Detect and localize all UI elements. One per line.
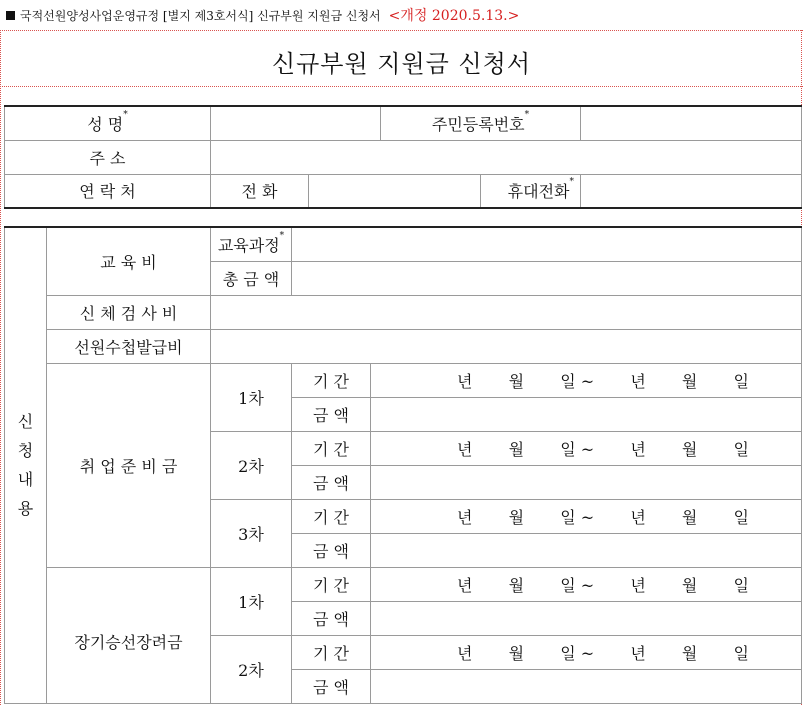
course-label: 교육과정*	[211, 227, 292, 261]
document-header	[6, 4, 519, 26]
amount-label: 금 액	[292, 669, 371, 703]
round-label: 3차	[211, 499, 292, 567]
amount-label: 금 액	[292, 397, 371, 431]
mobile-field[interactable]	[581, 174, 802, 208]
round-label: 1차	[211, 363, 292, 431]
job-prep-label: 취 업 준 비 금	[47, 363, 211, 567]
contact-label: 연 락 처	[5, 174, 211, 208]
name-label: 성 명*	[5, 106, 211, 140]
page-border-top	[0, 30, 803, 31]
period-field[interactable]: 년 월 일 ~ 년 월 일	[371, 363, 802, 397]
title-divider	[0, 86, 803, 87]
period-field[interactable]: 년 월 일 ~ 년 월 일	[371, 635, 802, 669]
table-row	[5, 329, 802, 363]
request-section-label: 신 청 내 용	[5, 227, 47, 703]
rrn-label: 주민등록번호*	[381, 106, 581, 140]
amount-label: 금 액	[292, 601, 371, 635]
amount-field[interactable]	[371, 533, 802, 567]
medical-label: 신 체 검 사 비	[47, 295, 211, 329]
address-field[interactable]	[211, 140, 802, 174]
period-field[interactable]: 년 월 일 ~ 년 월 일	[371, 567, 802, 601]
seaman-book-label: 선원수첩발급비	[47, 329, 211, 363]
table-row	[5, 363, 802, 397]
name-field[interactable]	[211, 106, 381, 140]
table-row	[5, 140, 802, 174]
table-row	[5, 295, 802, 329]
amount-label: 금 액	[292, 465, 371, 499]
total-amount-label: 총 금 액	[211, 261, 292, 295]
medical-field[interactable]	[211, 295, 802, 329]
period-label: 기 간	[292, 431, 371, 465]
period-label: 기 간	[292, 635, 371, 669]
round-label: 2차	[211, 635, 292, 703]
address-label: 주 소	[5, 140, 211, 174]
period-label: 기 간	[292, 567, 371, 601]
period-label: 기 간	[292, 499, 371, 533]
amount-label: 금 액	[292, 533, 371, 567]
black-square-icon	[6, 11, 15, 20]
round-label: 2차	[211, 431, 292, 499]
doc-reference: 국적선원양성사업운영규정 [별지 제3호서식] 신규부원 지원금 신청서	[20, 8, 381, 23]
table-row	[5, 106, 802, 140]
page-border-left	[0, 30, 1, 705]
phone-label: 전 화	[211, 174, 309, 208]
amount-field[interactable]	[371, 465, 802, 499]
table-row	[5, 567, 802, 601]
amount-field[interactable]	[371, 669, 802, 703]
amount-field[interactable]	[371, 397, 802, 431]
request-details-table	[4, 226, 802, 704]
table-row	[5, 174, 802, 208]
form-title: 신규부원 지원금 신청서	[271, 49, 532, 78]
period-field[interactable]: 년 월 일 ~ 년 월 일	[371, 431, 802, 465]
phone-field[interactable]	[309, 174, 481, 208]
round-label: 1차	[211, 567, 292, 635]
applicant-info-table	[4, 105, 802, 209]
period-label: 기 간	[292, 363, 371, 397]
amount-field[interactable]	[371, 601, 802, 635]
course-field[interactable]	[292, 227, 802, 261]
revision-note: <개정 2020.5.13.>	[388, 8, 520, 24]
long-term-label: 장기승선장려금	[47, 567, 211, 703]
education-label: 교 육 비	[47, 227, 211, 295]
period-field[interactable]: 년 월 일 ~ 년 월 일	[371, 499, 802, 533]
mobile-label: 휴대전화*	[481, 174, 581, 208]
rrn-field[interactable]	[581, 106, 802, 140]
seaman-book-field[interactable]	[211, 329, 802, 363]
total-amount-field[interactable]	[292, 261, 802, 295]
table-row	[5, 227, 802, 261]
